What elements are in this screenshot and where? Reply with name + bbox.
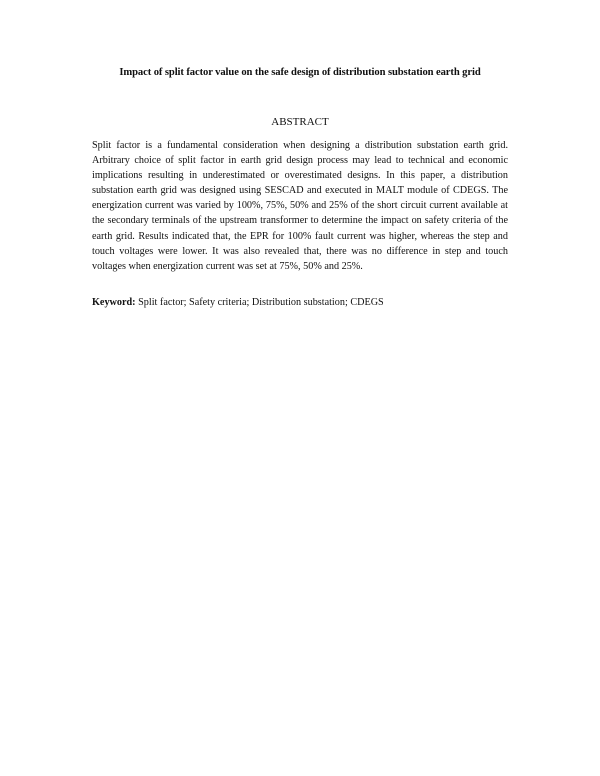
keywords-line xyxy=(92,295,508,310)
paper-title: Impact of split factor value on the safe design of distribution substation earth grid xyxy=(119,67,481,78)
abstract-heading: ABSTRACT xyxy=(271,116,329,128)
abstract-body: Split factor is a fundamental consideration when designing a distribution substation earth grid. Arbitrary choice of split factor in earth grid design process may lead to technical and economic implications resulting in underestimated or overestimated designs. In this paper, a distribution substation earth grid was designed using SESCAD and executed in MALT module of CDEGS. The energization current was varied by 100%, 75%, 50% and 25% of the short circuit current available at the secondary terminals of the upstream transformer to determine the impact on safety criteria of the earth grid. Results indicated that, the EPR for 100% fault current was higher, whereas the step and touch voltages were lower. It was also revealed that, there was no difference in step and touch voltages when energization current was set at 75%, 50% and 25%. xyxy=(92,140,508,272)
keywords-label: Keyword: xyxy=(92,297,136,308)
keywords-text: Split factor; Safety criteria; Distribution substation; CDEGS xyxy=(135,297,384,308)
